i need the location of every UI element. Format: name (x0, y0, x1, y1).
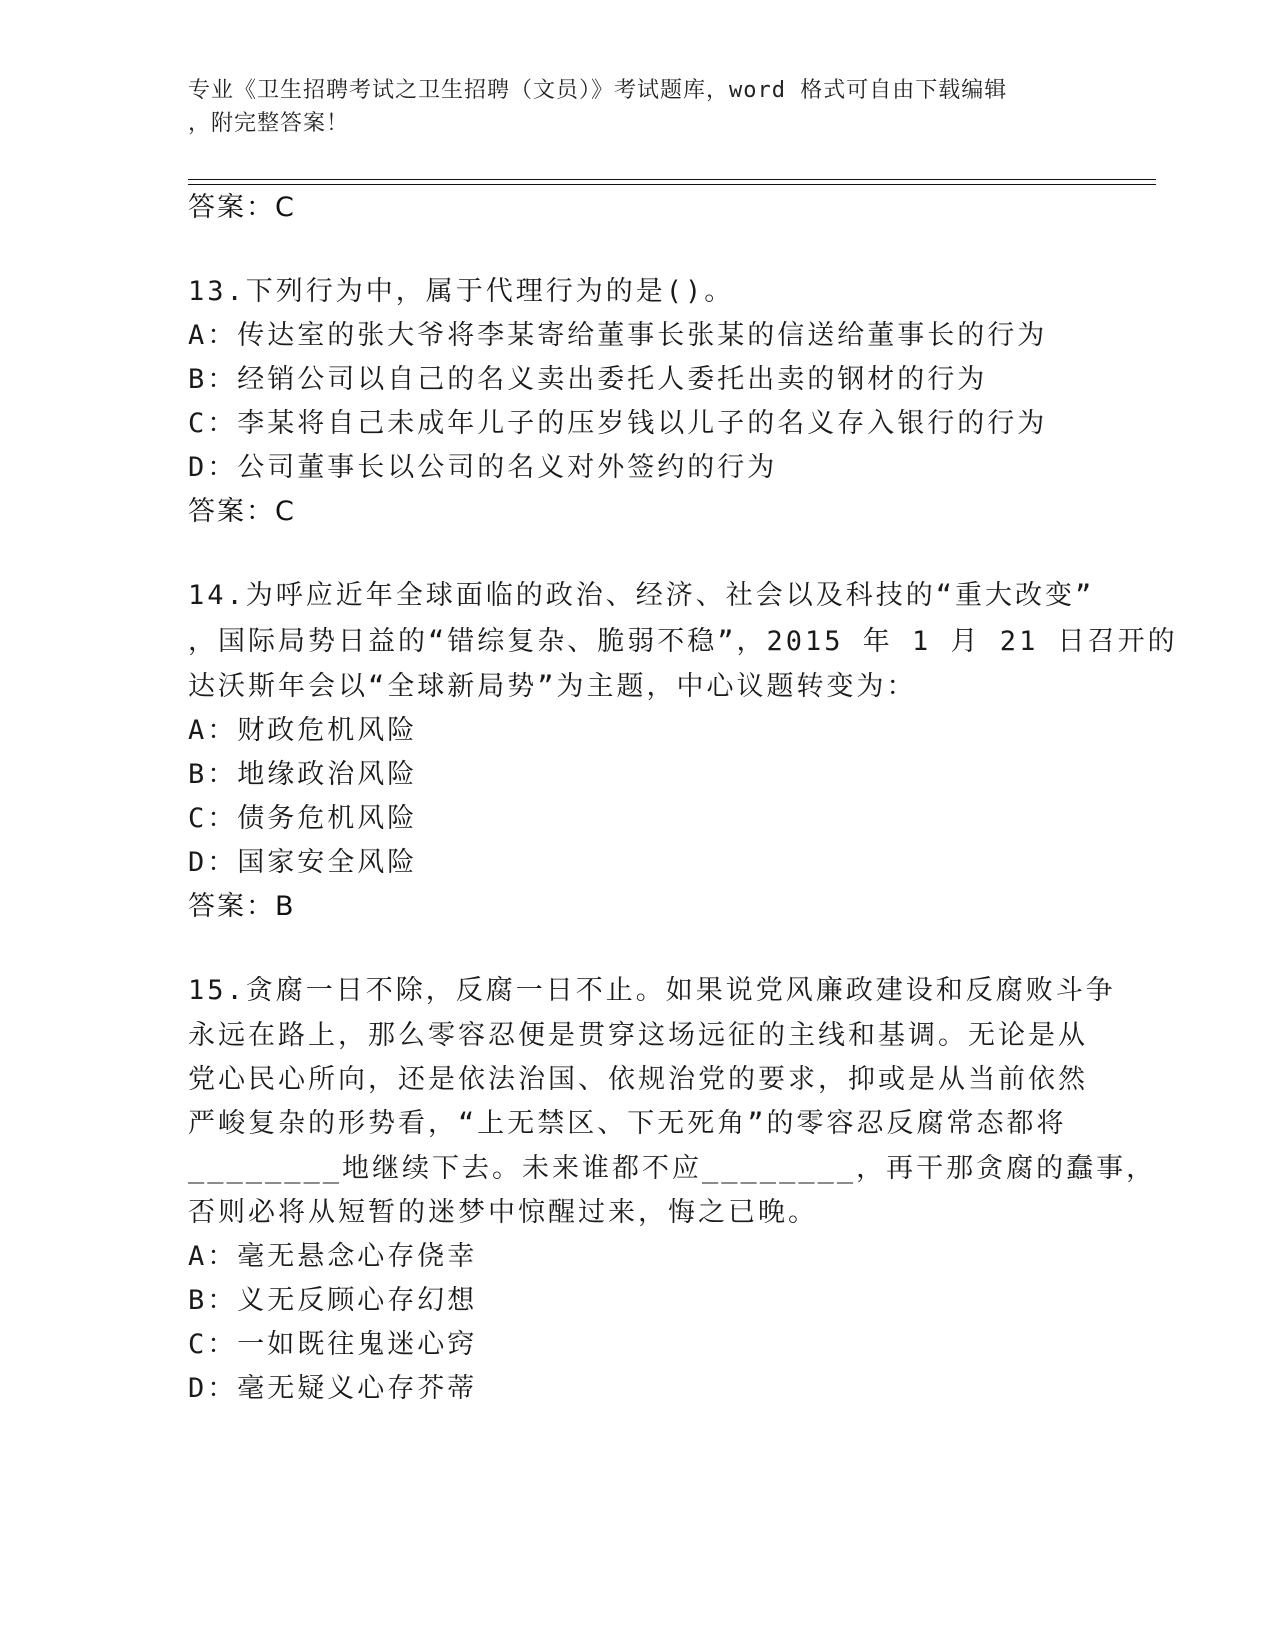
question-15-stem-line-5: ________地继续下去。未来谁都不应________，再干那贪腐的蠢事， (188, 1153, 1157, 1184)
header-rule-bottom (188, 184, 1156, 185)
question-15-stem-line-1: 15.贪腐一日不除，反腐一日不止。如果说党风廉政建设和反腐败斗争 (188, 975, 1116, 1006)
question-13-answer: 答案：C (188, 496, 296, 527)
question-15-stem-line-6: 否则必将从短暂的迷梦中惊醒过来，悔之已晚。 (188, 1197, 818, 1228)
question-15-option-b: B：义无反顾心存幻想 (188, 1285, 478, 1316)
document-header (188, 74, 1088, 140)
question-13-stem: 13.下列行为中，属于代理行为的是()。 (188, 276, 735, 307)
question-15-stem-line-4: 严峻复杂的形势看，“上无禁区、下无死角”的零容忍反腐常态都将 (188, 1108, 1067, 1139)
question-15-option-d: D：毫无疑义心存芥蒂 (188, 1373, 478, 1404)
question-13-option-c: C：李某将自己未成年儿子的压岁钱以儿子的名义存入银行的行为 (188, 408, 1048, 439)
question-15-stem-line-2: 永远在路上，那么零容忍便是贯穿这场远征的主线和基调。无论是从 (188, 1020, 1088, 1051)
question-14-option-c: C：债务危机风险 (188, 803, 418, 834)
question-14-option-b: B：地缘政治风险 (188, 759, 418, 790)
question-14-stem-line-2: ，国际局势日益的“错综复杂、脆弱不稳”，2015 年 1 月 21 日召开的 (188, 626, 1178, 657)
header-line-1: 专业《卫生招聘考试之卫生招聘（文员）》考试题库，word 格式可自由下载编辑 (188, 78, 1008, 103)
question-13-option-b: B：经销公司以自己的名义卖出委托人委托出卖的钢材的行为 (188, 364, 988, 395)
header-line-2: ，附完整答案！ (188, 111, 350, 136)
question-15-option-c: C：一如既往鬼迷心窍 (188, 1329, 478, 1360)
question-13-option-a: A：传达室的张大爷将李某寄给董事长张某的信送给董事长的行为 (188, 320, 1048, 351)
question-14-option-a: A：财政危机风险 (188, 715, 418, 746)
question-13-option-d: D：公司董事长以公司的名义对外签约的行为 (188, 452, 778, 483)
question-14-stem-line-1: 14.为呼应近年全球面临的政治、经济、社会以及科技的“重大改变” (188, 580, 1095, 611)
question-15-stem-line-3: 党心民心所向，还是依法治国、依规治党的要求，抑或是从当前依然 (188, 1064, 1088, 1095)
question-14-answer: 答案：B (188, 891, 296, 922)
answer-previous: 答案：C (188, 192, 296, 223)
question-14-option-d: D：国家安全风险 (188, 847, 418, 878)
header-rule-top (188, 179, 1156, 180)
question-15-option-a: A：毫无悬念心存侥幸 (188, 1241, 478, 1272)
question-14-stem-line-3: 达沃斯年会以“全球新局势”为主题，中心议题转变为： (188, 671, 917, 702)
